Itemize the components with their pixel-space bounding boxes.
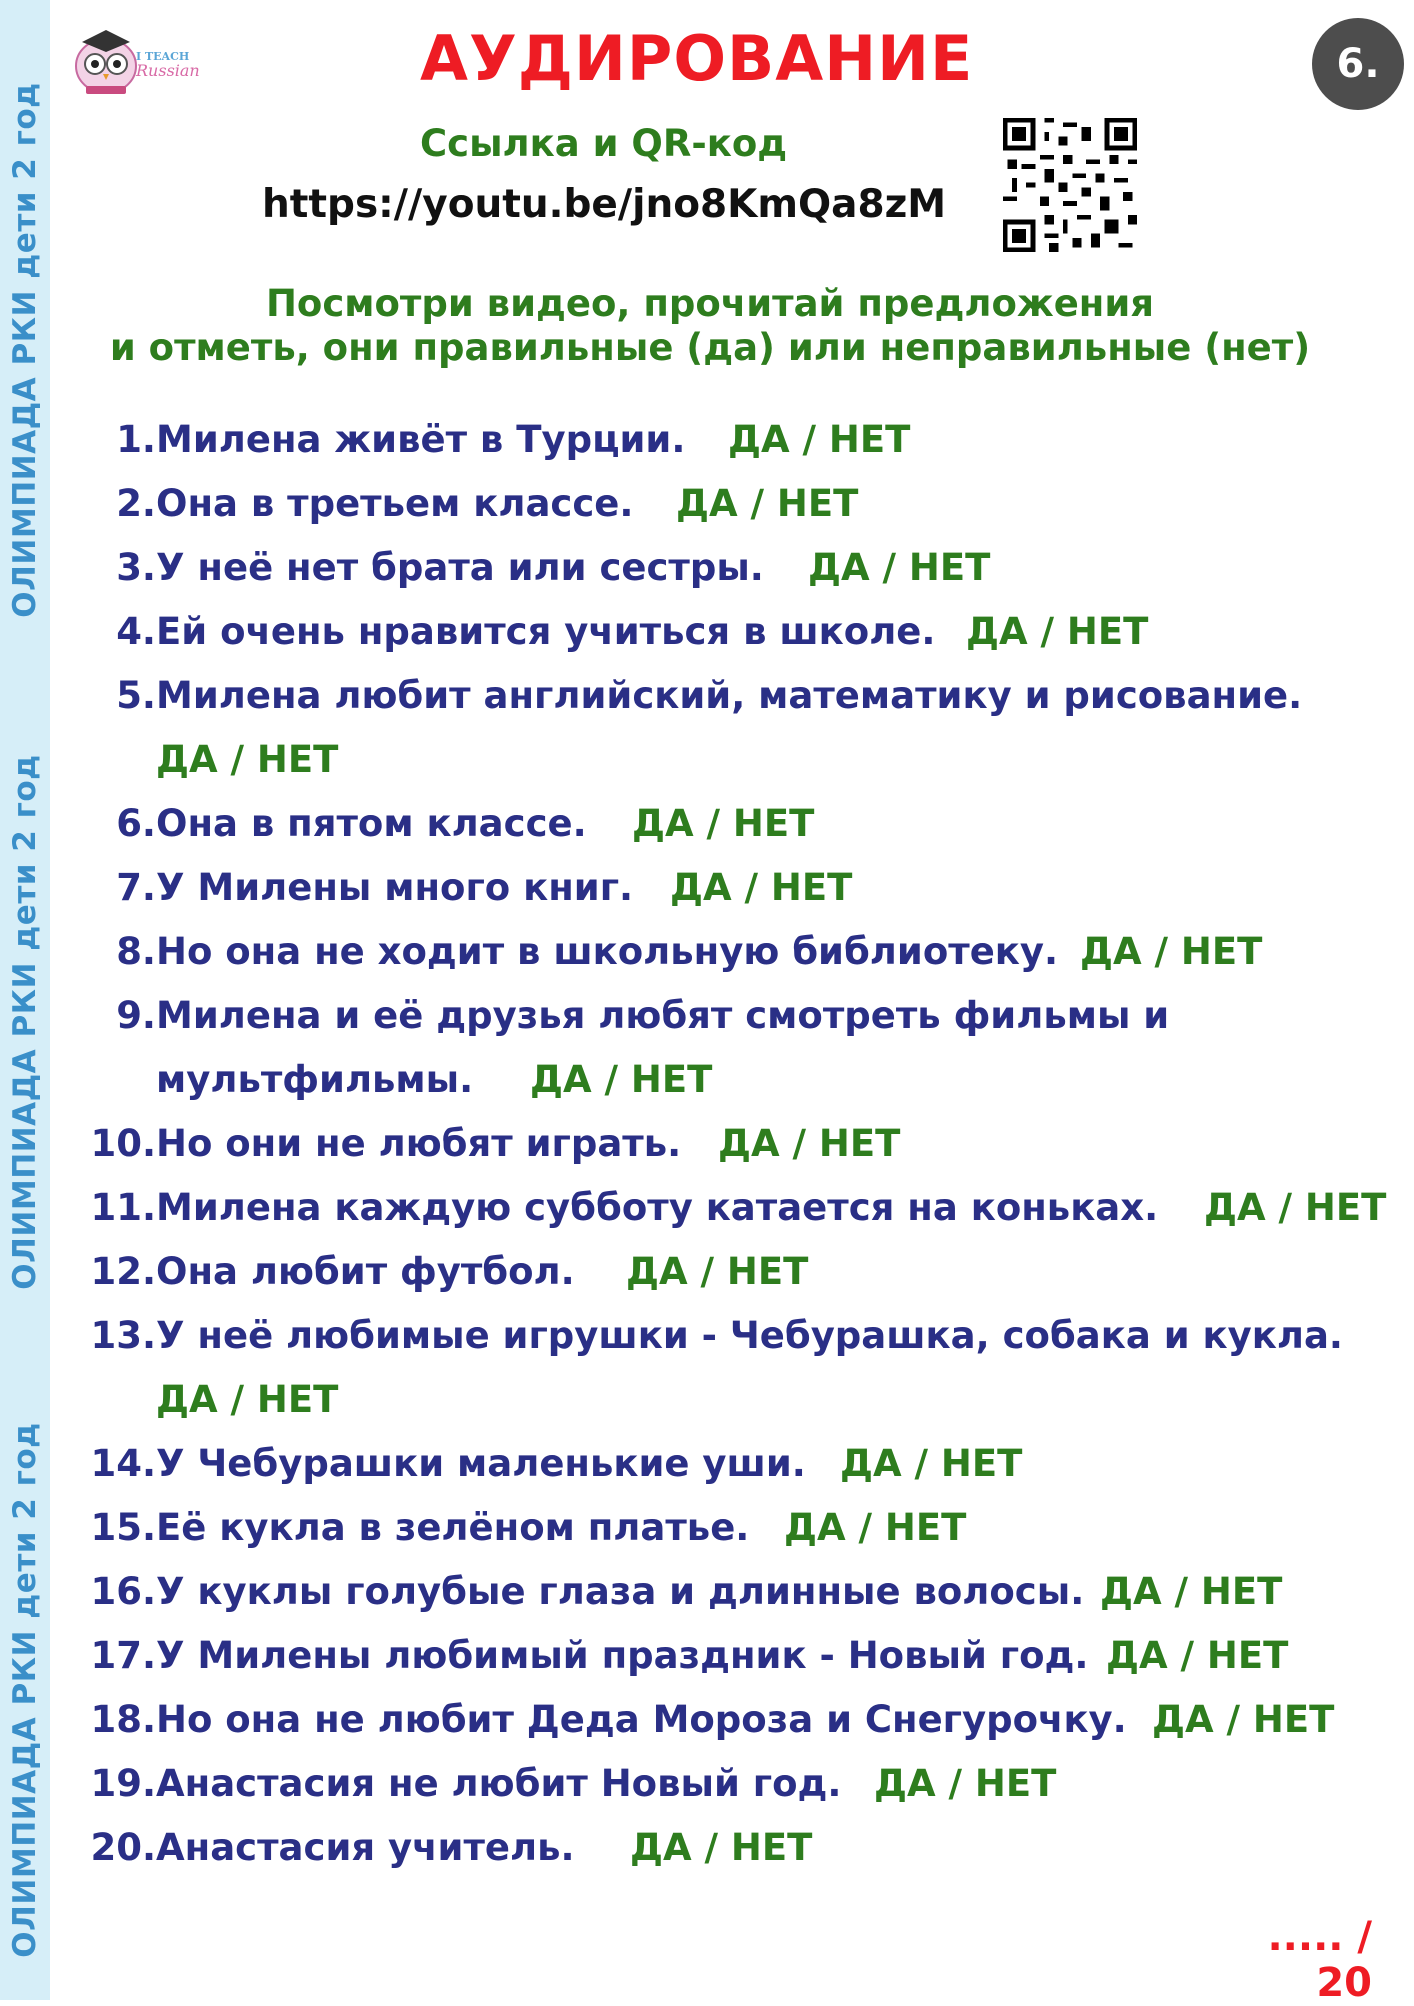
- answer-choice[interactable]: ДА / НЕТ: [718, 1122, 901, 1165]
- question-text: Милена и её друзья любят смотреть фильмы и: [156, 994, 1170, 1037]
- question-text: Она в пятом классе.: [156, 802, 587, 845]
- answer-choice[interactable]: ДА / НЕТ: [808, 546, 991, 589]
- question-number: 7.: [116, 866, 156, 909]
- question-number: 18.: [90, 1698, 156, 1741]
- instructions-line-1: Посмотри видео, прочитай предложения: [265, 282, 1155, 325]
- answer-choice[interactable]: ДА / НЕТ: [1204, 1186, 1387, 1229]
- question-number: 19.: [90, 1762, 156, 1805]
- answer-choice[interactable]: ДА / НЕТ: [1152, 1698, 1335, 1741]
- question-number: 8.: [116, 930, 156, 973]
- answer-choice[interactable]: ДА / НЕТ: [1106, 1634, 1289, 1677]
- question-number: 2.: [116, 482, 156, 525]
- question-text: У Милены любимый праздник - Новый год.: [156, 1634, 1089, 1677]
- question-text: Её кукла в зелёном платье.: [156, 1506, 750, 1549]
- question-number: 14.: [90, 1442, 156, 1485]
- answer-choice[interactable]: ДА / НЕТ: [966, 610, 1149, 653]
- question-number: 13.: [90, 1314, 156, 1357]
- question-number: 10.: [90, 1122, 156, 1165]
- answer-choice[interactable]: ДА / НЕТ: [676, 482, 859, 525]
- question-number: 9.: [116, 994, 156, 1037]
- answer-choice[interactable]: ДА / НЕТ: [728, 418, 911, 461]
- page-number-badge: 6.: [1312, 18, 1404, 110]
- question-number: 3.: [116, 546, 156, 589]
- question-text: Милена каждую субботу катается на коньках.: [156, 1186, 1159, 1229]
- question-number: 5.: [116, 674, 156, 717]
- link-label: Ссылка и QR-код: [420, 122, 788, 165]
- question-number: 12.: [90, 1250, 156, 1293]
- question-text: Она любит футбол.: [156, 1250, 575, 1293]
- page-title: АУДИРОВАНИЕ: [420, 22, 974, 95]
- instructions-line-2: и отметь, они правильные (да) или неправильные (нет): [109, 326, 1311, 369]
- question-text: Милена любит английский, математику и рисование.: [156, 674, 1303, 717]
- question-text: Она в третьем классе.: [156, 482, 634, 525]
- question-text: У Милены много книг.: [156, 866, 634, 909]
- answer-choice[interactable]: ДА / НЕТ: [530, 1058, 713, 1101]
- answer-choice[interactable]: ДА / НЕТ: [632, 802, 815, 845]
- question-text-continued: мультфильмы.: [156, 1058, 474, 1101]
- question-text: Анастасия не любит Новый год.: [156, 1762, 842, 1805]
- question-number: 6.: [116, 802, 156, 845]
- score-field[interactable]: ..... / 20: [1267, 1914, 1372, 2006]
- answer-choice[interactable]: ДА / НЕТ: [1100, 1570, 1283, 1613]
- qr-code-icon[interactable]: [1003, 118, 1137, 252]
- question-number: 4.: [116, 610, 156, 653]
- question-text: Но она не ходит в школьную библиотеку.: [156, 930, 1059, 973]
- question-text: У неё нет брата или сестры.: [156, 546, 764, 589]
- answer-choice[interactable]: ДА / НЕТ: [156, 1378, 339, 1421]
- question-number: 15.: [90, 1506, 156, 1549]
- question-number: 11.: [90, 1186, 156, 1229]
- question-text: Ей очень нравится учиться в школе.: [156, 610, 936, 653]
- question-text: У неё любимые игрушки - Чебурашка, собака и кукла.: [156, 1314, 1343, 1357]
- question-text: У куклы голубые глаза и длинные волосы.: [156, 1570, 1085, 1613]
- question-text: У Чебурашки маленькие уши.: [156, 1442, 806, 1485]
- question-text: Анастасия учитель.: [156, 1826, 575, 1869]
- answer-choice[interactable]: ДА / НЕТ: [156, 738, 339, 781]
- logo-text: I TEACH Russian: [136, 50, 200, 80]
- answer-choice[interactable]: ДА / НЕТ: [874, 1762, 1057, 1805]
- answer-choice[interactable]: ДА / НЕТ: [840, 1442, 1023, 1485]
- answer-choice[interactable]: ДА / НЕТ: [626, 1250, 809, 1293]
- answer-choice[interactable]: ДА / НЕТ: [784, 1506, 967, 1549]
- answer-choice[interactable]: ДА / НЕТ: [670, 866, 853, 909]
- question-text: Милена живёт в Турции.: [156, 418, 686, 461]
- question-number: 20.: [90, 1826, 156, 1869]
- video-link[interactable]: https://youtu.be/jno8KmQa8zM: [262, 182, 947, 227]
- question-number: 1.: [116, 418, 156, 461]
- answer-choice[interactable]: ДА / НЕТ: [630, 1826, 813, 1869]
- question-number: 17.: [90, 1634, 156, 1677]
- question-text: Но она не любит Деда Мороза и Снегурочку.: [156, 1698, 1127, 1741]
- question-text: Но они не любят играть.: [156, 1122, 682, 1165]
- question-number: 16.: [90, 1570, 156, 1613]
- answer-choice[interactable]: ДА / НЕТ: [1080, 930, 1263, 973]
